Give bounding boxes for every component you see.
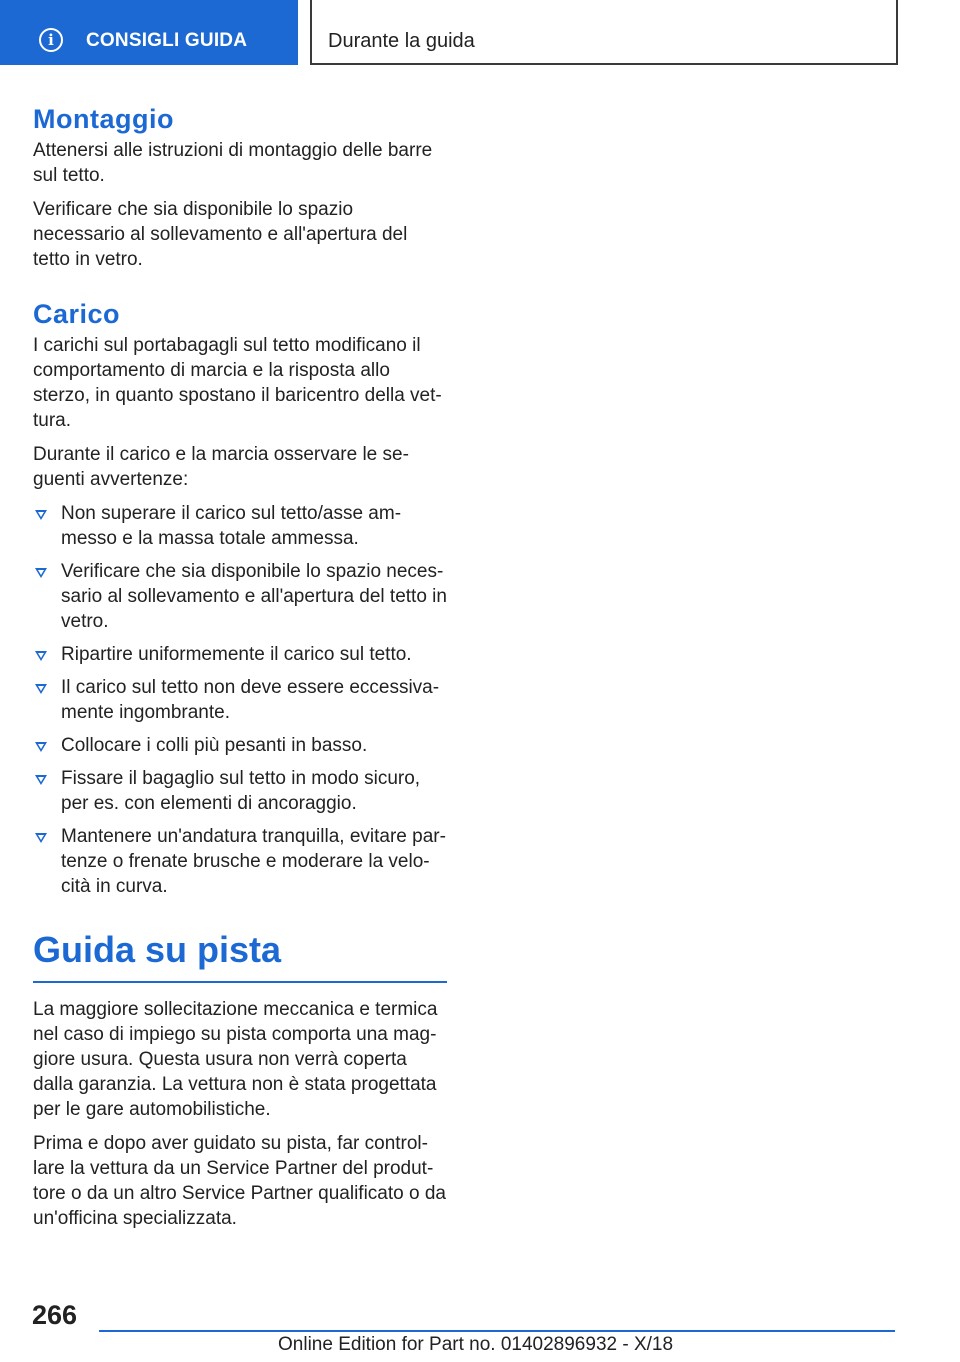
list-item-text: Verificare che sia disponibile lo spazio necessario al sollevamento e all'apertura del tetto in vetro.: [61, 561, 447, 632]
triangle-bullet-icon: [35, 568, 47, 578]
page-content: [33, 100, 447, 1240]
heading-guida-su-pista: Guida su pista: [33, 927, 447, 983]
list-item-text: Collocare i colli più pesanti in basso.: [61, 735, 368, 756]
paragraph: Durante il carico e la marcia osservare le seguenti avvertenze:: [33, 444, 409, 490]
triangle-bullet-icon: [35, 684, 47, 694]
header-section-label: Durante la guida: [328, 30, 475, 52]
list-item-text: Ripartire uniformemente il carico sul tetto.: [61, 644, 412, 665]
paragraph: I carichi sul portabagagli sul tetto modificano il comportamento di marcia e la risposta allo sterzo, in quanto spostano il baricentro della vettura.: [33, 335, 442, 431]
page-number: 266: [32, 1300, 78, 1330]
heading-montaggio: Montaggio: [33, 104, 174, 134]
list-item: [33, 733, 447, 758]
list-item: [33, 675, 447, 725]
list-item-text: Il carico sul tetto non deve essere eccessivamente ingombrante.: [61, 677, 440, 723]
header-tab-label: CONSIGLI GUIDA: [86, 30, 248, 51]
list-item: [33, 824, 447, 899]
list-item-text: Mantenere un'andatura tranquilla, evitare partenze o frenate brusche e moderare la velocità in curva.: [61, 826, 446, 897]
bullet-list: [33, 501, 447, 899]
paragraph: Attenersi alle istruzioni di montaggio delle barre sul tetto.: [33, 140, 433, 186]
header-section-box: [310, 0, 898, 65]
paragraph: Prima e dopo aver guidato su pista, far controllare la vettura da un Service Partner del produttore o da un altro Service Partner qualificato o da un'officina specializzata.: [33, 1133, 446, 1229]
paragraph: Verificare che sia disponibile lo spazio necessario al sollevamento e all'apertura del tetto in vetro.: [33, 199, 408, 270]
heading-carico: Carico: [33, 299, 121, 329]
list-item-text: Non superare il carico sul tetto/asse ammesso e la massa totale ammessa.: [61, 503, 402, 549]
info-icon: i: [39, 28, 63, 52]
triangle-bullet-icon: [35, 775, 47, 785]
list-item: [33, 642, 447, 667]
list-item: [33, 501, 447, 551]
list-item: [33, 559, 447, 634]
footer-edition-text: Online Edition for Part no. 01402896932 - X/18: [278, 1334, 674, 1355]
triangle-bullet-icon: [35, 742, 47, 752]
paragraph: La maggiore sollecitazione meccanica e termica nel caso di impiego su pista comporta una maggiore usura. Questa usura non verrà coperta dalla garanzia. La vettura non è stata progettata per le gare automobilistiche.: [33, 999, 438, 1120]
list-item-text: Fissare il bagaglio sul tetto in modo sicuro, per es. con elementi di ancoraggio.: [61, 768, 421, 814]
triangle-bullet-icon: [35, 510, 47, 520]
triangle-bullet-icon: [35, 833, 47, 843]
triangle-bullet-icon: [35, 651, 47, 661]
footer-divider: [99, 1330, 895, 1332]
list-item: [33, 766, 447, 816]
header-tab-consigli-guida[interactable]: [0, 0, 298, 65]
